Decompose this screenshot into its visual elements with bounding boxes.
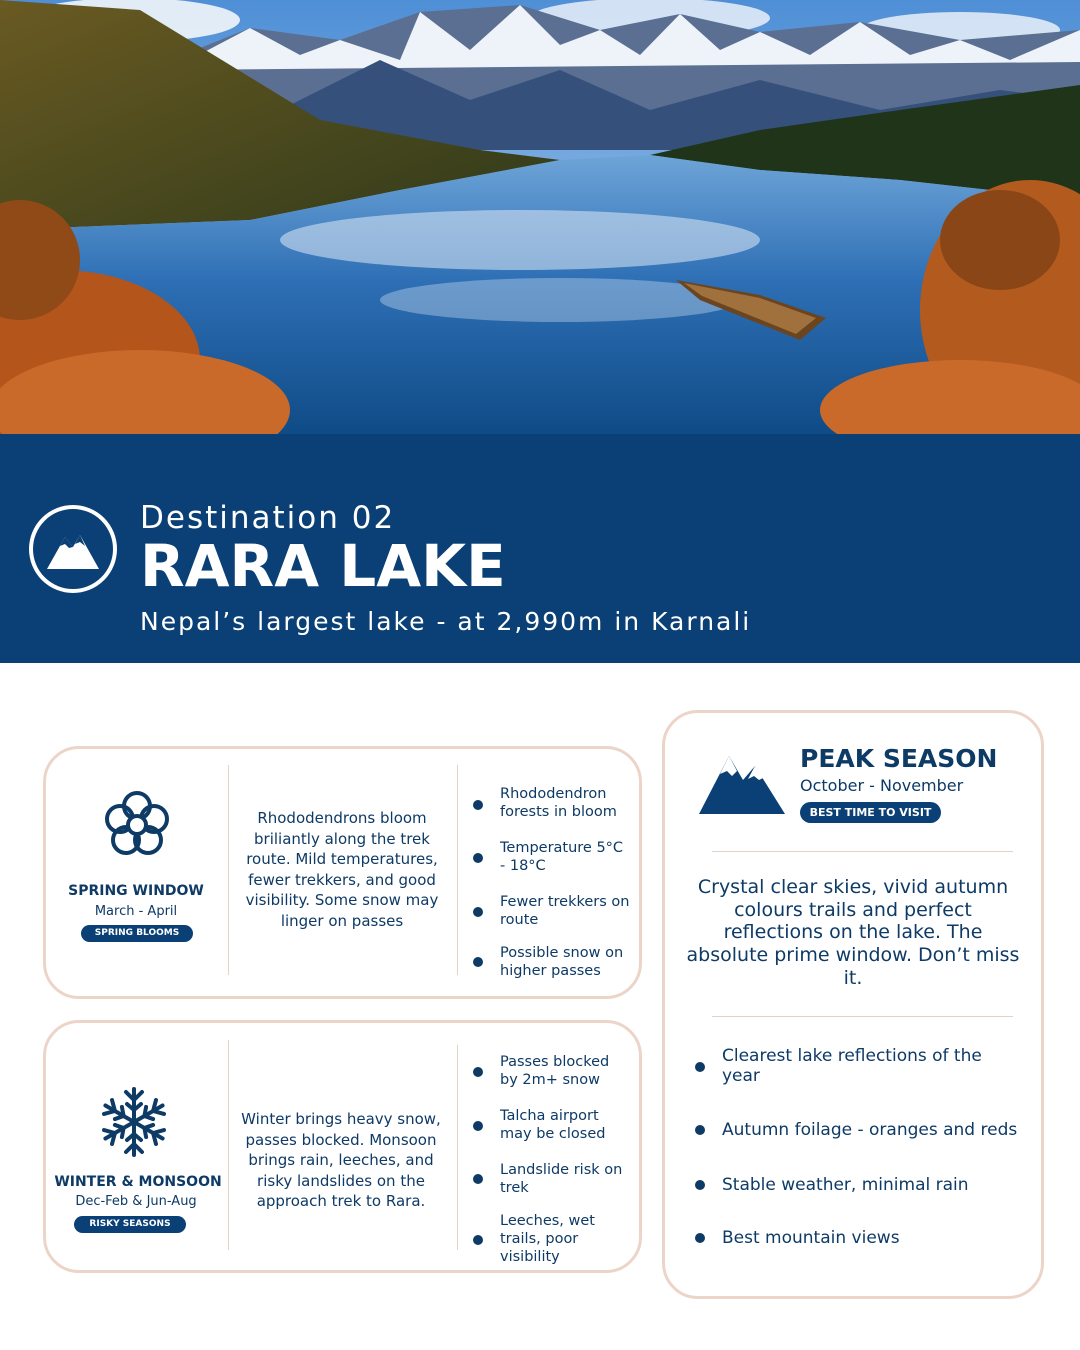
page-title: RARA LAKE [140, 532, 506, 600]
divider [457, 765, 458, 975]
peak-season-months: October - November [800, 776, 964, 795]
divider [228, 765, 229, 975]
bullet-dot [473, 1067, 483, 1077]
list-item: Rhododendron forests in bloom [500, 786, 617, 820]
season-months: Dec-Feb & Jun-Aug [75, 1194, 197, 1209]
list-item: Talcha airport may be closed [500, 1108, 606, 1142]
hero-photo [0, 0, 1080, 434]
bullet-dot [473, 853, 483, 863]
list-item: Leeches, wet trails, poor visibility [500, 1213, 595, 1265]
divider [712, 851, 1013, 852]
season-description: Winter brings heavy snow, passes blocked. Monsoon brings rain, leeches, and risky landslides on the approach trek to Rara. [241, 1110, 441, 1210]
bullet-dot [695, 1062, 705, 1072]
list-item: Fewer trekkers on route [500, 894, 630, 928]
bullet-dot [473, 1235, 483, 1245]
page-subtitle: Nepal’s largest lake - at 2,990m in Karnali [140, 607, 752, 636]
season-badge: RISKY SEASONS [74, 1216, 186, 1233]
bullet-dot [473, 1174, 483, 1184]
list-item: Clearest lake reflections of the year [722, 1046, 982, 1086]
list-item: Best mountain views [722, 1228, 900, 1248]
season-description: Rhododendrons bloom briliantly along the trek route. Mild temperatures, fewer trekkers, and good visibility. Some snow may linger on passes [245, 809, 439, 930]
bullet-dot [473, 1121, 483, 1131]
snowflake-icon [98, 1086, 170, 1162]
mountain-icon [699, 752, 785, 820]
destination-number: Destination 02 [140, 500, 396, 536]
peak-season-description: Crystal clear skies, vivid autumn colours trails and perfect reflections on the lake. The absolute prime window. Don’t miss it. [686, 876, 1020, 989]
season-months: March - April [94, 904, 178, 919]
bullet-dot [473, 957, 483, 967]
peak-season-title: PEAK SEASON [800, 744, 998, 773]
list-item: Autumn foilage - oranges and reds [722, 1120, 1018, 1140]
bullet-dot [695, 1233, 705, 1243]
flower-icon [101, 788, 173, 864]
divider [228, 1040, 229, 1250]
list-item: Landslide risk on trek [500, 1162, 623, 1196]
bullet-dot [473, 800, 483, 810]
season-name: WINTER & MONSOON [54, 1174, 222, 1190]
mountain-badge-icon [29, 505, 117, 593]
season-badge: SPRING BLOOMS [81, 925, 193, 942]
season-name: SPRING WINDOW [68, 883, 204, 899]
list-item: Passes blocked by 2m+ snow [500, 1054, 610, 1088]
list-item: Temperature 5°C - 18°C [500, 840, 624, 874]
divider [457, 1045, 458, 1250]
divider [712, 1016, 1013, 1017]
list-item: Stable weather, minimal rain [722, 1175, 969, 1195]
bullet-dot [473, 907, 483, 917]
peak-season-badge: BEST TIME TO VISIT [800, 802, 941, 823]
bullet-dot [695, 1180, 705, 1190]
bullet-dot [695, 1125, 705, 1135]
list-item: Possible snow on higher passes [500, 945, 624, 979]
